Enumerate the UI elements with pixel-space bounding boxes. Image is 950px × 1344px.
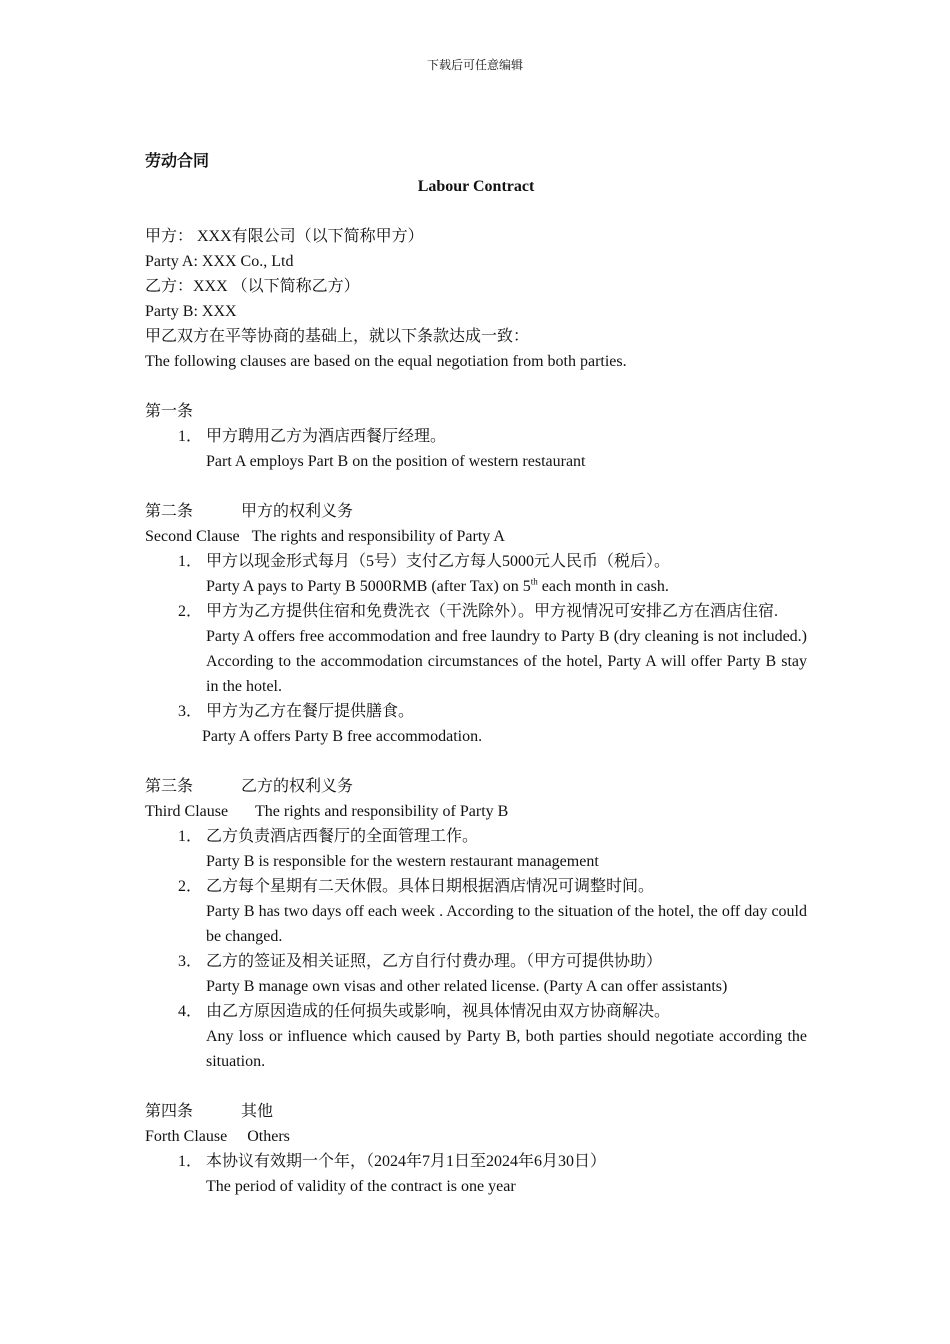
item-text-english-superscript: th: [530, 576, 538, 587]
item-number: 3．: [178, 953, 203, 970]
item-text-english-part-2: each month in cash.: [537, 578, 669, 595]
item-text-chinese: 甲方为乙方在餐厅提供膳食。: [206, 703, 415, 720]
clause-2-subject-chinese: 甲方的权利义务: [241, 503, 354, 520]
item-text-chinese: 甲方聘用乙方为酒店西餐厅经理。: [206, 428, 447, 445]
clause-2-label-english: Second Clause: [145, 528, 240, 545]
clause-4-heading-chinese: [145, 1099, 807, 1124]
item-number: 2．: [178, 603, 203, 620]
party-a-english: Party A: XXX Co., Ltd: [145, 253, 294, 270]
item-text-english: Party B is responsible for the western restaurant management: [206, 853, 599, 870]
clause-4-label-english: Forth Clause: [145, 1128, 228, 1145]
clause-3-item-2: [145, 874, 807, 949]
party-a-chinese: 甲方： XXX有限公司（以下简称甲方）: [145, 228, 424, 245]
title-english: Labour Contract: [417, 178, 535, 195]
item-number: 1．: [178, 428, 203, 445]
item-number: 4．: [178, 1003, 203, 1020]
clause-2-item-1: [145, 549, 807, 599]
contract-body: [145, 149, 807, 1199]
clause-2-item-3: [145, 699, 807, 724]
item-text-english: Party B has two days off each week . According to the situation of the hotel, the off day could be changed.: [206, 903, 807, 945]
clause-3-subject-chinese: 乙方的权利义务: [241, 778, 354, 795]
clause-3-heading-english: [145, 799, 807, 824]
intro-chinese: 甲乙双方在平等协商的基础上，就以下条款达成一致：: [145, 328, 530, 345]
item-number: 1．: [178, 553, 203, 570]
clause-3-item-3: [145, 949, 807, 999]
item-text-english: Any loss or influence which caused by Party B, both parties should negotiate according the situation.: [206, 1028, 807, 1070]
item-text-english: Part A employs Part B on the position of western restaurant: [206, 453, 586, 470]
clause-4-item-1: [145, 1149, 807, 1199]
item-text-english: Party A offers free accommodation and free laundry to Party B (dry cleaning is not included.) According to the accommodation circumstances of the hotel, Party A will offer Party B stay in the hotel.: [206, 628, 807, 695]
intro-english: The following clauses are based on the equal negotiation from both parties.: [145, 353, 627, 370]
clause-2-label-chinese: 第二条: [145, 503, 194, 520]
clause-4-subject-chinese: 其他: [241, 1103, 274, 1120]
clause-3-item-4: [145, 999, 807, 1074]
item-text-chinese: 甲方以现金形式每月（5号）支付乙方每人5000元人民币（税后）。: [206, 553, 671, 570]
item-number: 1．: [178, 828, 203, 845]
item-text-english: Party B manage own visas and other related license. (Party A can offer assistants): [206, 978, 728, 995]
item-number: 1．: [178, 1153, 203, 1170]
clause-3-label-chinese: 第三条: [145, 778, 194, 795]
item-text-chinese: 甲方为乙方提供住宿和免费洗衣（干洗除外）。甲方视情况可安排乙方在酒店住宿.: [206, 603, 779, 620]
item-text-english: [206, 574, 807, 599]
clause-4-heading-english: [145, 1124, 807, 1149]
item-text-english-part-1: Party A pays to Party B 5000RMB (after Tax) on 5: [206, 578, 531, 595]
item-text-chinese: 乙方每个星期有二天休假。具体日期根据酒店情况可调整时间。: [206, 878, 655, 895]
clause-2-heading-english: [145, 524, 807, 549]
clause-3-item-1: [145, 824, 807, 874]
clause-3-subject-english: The rights and responsibility of Party B: [255, 803, 509, 820]
clause-1-item-1: [145, 424, 807, 474]
title-chinese: 劳动合同: [145, 153, 210, 170]
item-text-chinese: 乙方负责酒店西餐厅的全面管理工作。: [206, 828, 479, 845]
clause-4-label-chinese: 第四条: [145, 1103, 194, 1120]
clause-2-subject-english: The rights and responsibility of Party A: [251, 528, 505, 545]
clause-2-heading-chinese: [145, 499, 807, 524]
clause-3-heading-chinese: [145, 774, 807, 799]
item-text-chinese: 本协议有效期一个年，（2024年7月1日至2024年6月30日）: [206, 1153, 607, 1170]
clause-3-label-english: Third Clause: [145, 803, 229, 820]
clause-4-subject-english: Others: [247, 1128, 290, 1145]
item-number: 3．: [178, 703, 203, 720]
page-header: 下载后可任意编辑: [426, 58, 523, 72]
clause-2-item-3-english: Party A offers Party B free accommodation.: [202, 728, 483, 745]
item-text-english: The period of validity of the contract is one year: [206, 1178, 516, 1195]
clause-2-item-2: [145, 599, 807, 699]
party-b-english: Party B: XXX: [145, 303, 237, 320]
party-b-chinese: 乙方：XXX （以下简称乙方）: [145, 278, 360, 295]
item-number: 2．: [178, 878, 203, 895]
item-text-chinese: 由乙方原因造成的任何损失或影响，视具体情况由双方协商解决。: [206, 1003, 671, 1020]
clause-1-heading: 第一条: [145, 403, 194, 420]
item-text-chinese: 乙方的签证及相关证照，乙方自行付费办理。（甲方可提供协助）: [206, 953, 663, 970]
